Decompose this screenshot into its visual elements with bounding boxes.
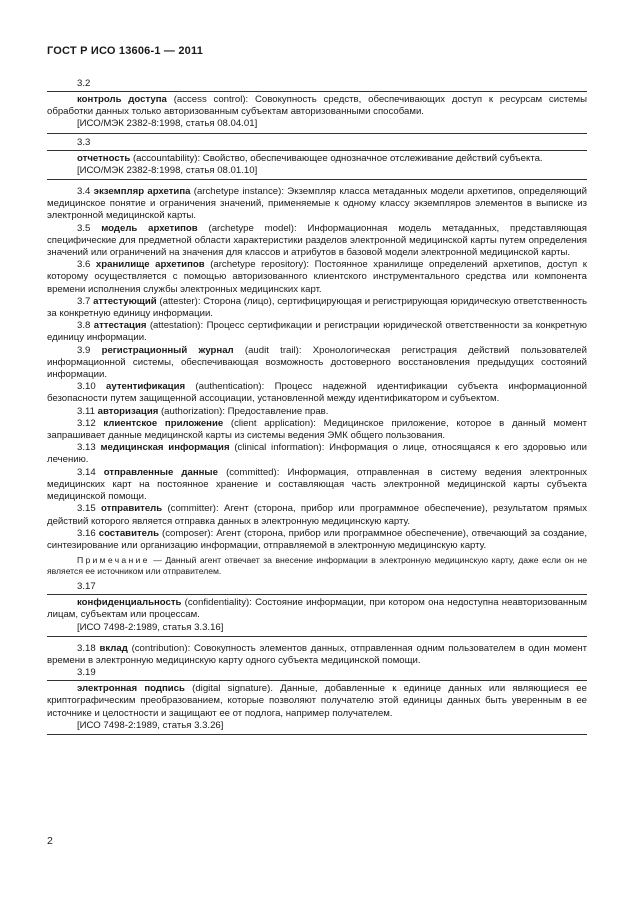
definition: : Информационная модель метаданных, представляющая специфические для предметной области характеристики разделов электронной медицинской карты путем определения значений или ограничений на значения для классов и атрибутов в базовой модели электронной медицинской карты. [47, 222, 588, 259]
document-header: ГОСТ Р ИСО 13606-1 — 2011 [47, 45, 204, 57]
definition: : Агент (сторона, прибор или программное обеспечение), отвечающий за создание, синтезирование или организацию информации, отправляемой в электронную медицинскую карту. [47, 527, 587, 551]
note [47, 555, 587, 577]
note-text: — Данный агент отвечает за внесение информации в электронную медицинскую карту, даже если он не является ее источником или отправителем. [47, 555, 587, 577]
term-english: (authorization) [160, 405, 223, 417]
definition: : Процесс сертификации и регистрации юридической ответственности за конкретную единицу информации. [47, 320, 587, 344]
definition-box [47, 680, 587, 735]
entry-number: 3.7 [77, 295, 91, 307]
entry-number: 3.14 [77, 466, 96, 478]
definition-3-12 [47, 418, 587, 442]
source-reference: [ИСО/МЭК 2382-8:1998, статья 08.04.01] [77, 118, 258, 130]
definition: : Свойство, обеспечивающее однозначное отслеживание действий субъекта. [197, 152, 543, 164]
definition-3-11 [47, 406, 587, 418]
term: отчетность [77, 152, 131, 164]
term-english: (composer) [162, 527, 211, 539]
source-reference: [ИСО 7498-2:1989, статья 3.3.16] [77, 621, 224, 633]
entry-number: 3.11 [77, 405, 95, 417]
definition: : Медицинское приложение, которое в данный момент запрашивает данные медицинской карты из системы ведения ЭМК общего пользования. [47, 417, 587, 442]
definition: : Информация о лице, относящаяся к его здоровью или лечению. [47, 442, 587, 466]
definition-text [47, 153, 587, 165]
term: модель архетипов [101, 222, 198, 234]
source-reference: [ИСО 7498-2:1989, статья 3.3.26] [77, 719, 224, 731]
term-english: (archetype instance) [193, 186, 282, 198]
term-english: (clinical information) [234, 442, 322, 454]
term-english: (authentication) [195, 381, 262, 393]
entry-number: 3.17 [77, 581, 96, 593]
definition: : Экземпляр класса метаданных модели архетипов, определяющий медицинское понятие и ограничения значений, применяемые к одному классу экземпляров элементов в выписке из электронной медицинской карты. [47, 186, 588, 222]
term-english: (audit trail) [244, 344, 299, 356]
definition: : Информация, отправленная в систему ведения электронных медицинских карт на постоянное хранение и составляющая часть электронной медицинской карты субъекта медицинской помощи. [47, 466, 588, 503]
term: клиентское приложение [103, 417, 224, 429]
definition: : Совокупность элементов данных, отправленная одним пользователем в один момент времени в электронную медицинскую карту одного субъекта медицинской помощи. [47, 642, 588, 666]
definition-3-13 [47, 442, 587, 466]
term-english: (archetype model) [208, 222, 294, 234]
entry-number: 3.18 [77, 642, 96, 654]
definition: : Предоставление прав. [222, 405, 329, 417]
term: электронная подпись [77, 683, 185, 695]
entry-number: 3.4 [77, 186, 91, 198]
term: отправленные данные [103, 466, 218, 478]
document-body [47, 78, 587, 738]
definition-3-7 [47, 296, 587, 320]
entry-number: 3.3 [77, 136, 91, 148]
definition-box [47, 150, 587, 180]
definition-3-4 [47, 186, 587, 223]
definition-text [47, 94, 587, 118]
definition-3-16 [47, 528, 587, 552]
term: экземпляр архетипа [93, 186, 191, 198]
term: хранилище архетипов [95, 259, 205, 271]
definition: : Хронологическая регистрация действий пользователей информационной системы, обеспечивающая возможность достоверного восстановления предыдущих состояний информации. [47, 344, 587, 381]
definition-3-9 [47, 345, 587, 382]
definition-box [47, 594, 587, 637]
entry-number: 3.6 [77, 259, 91, 271]
term: отправитель [101, 503, 163, 515]
source-reference: [ИСО/МЭК 2382-8:1998, статья 08.01.10] [77, 164, 258, 176]
term: контроль доступа [77, 94, 167, 105]
term-english: (access control) [173, 94, 246, 105]
term-english: (digital signature) [192, 683, 271, 695]
term: составитель [98, 527, 159, 539]
definition: . Данные, добавленные к единице данных или являющиеся ее криптографическим преобразованием, которые позволяют получателю этой единицы данных быть уверенным в ее источнике и целостности и защищают ее от подлога, например получателем. [47, 683, 587, 719]
definition-3-5 [47, 223, 587, 260]
term-english: (accountability) [132, 152, 198, 164]
page-number: 2 [47, 835, 53, 847]
term: аттестация [93, 320, 147, 332]
term-english: (client application) [230, 417, 314, 429]
term-english: (attestation) [149, 320, 201, 332]
definition: : Совокупность средств, обеспечивающих доступ к ресурсам системы обработки данных только авторизованным субъектам авторизованными способами. [47, 94, 588, 118]
definition-3-10 [47, 381, 587, 405]
term: аутентификация [106, 381, 186, 393]
definition-text [47, 683, 587, 720]
entry-number: 3.10 [77, 381, 96, 393]
definition-3-8 [47, 320, 587, 344]
entry-number: 3.19 [77, 667, 96, 679]
term: вклад [99, 642, 128, 654]
definition: : Сторона (лицо), сертифицирующая и регистрирующая юридическую ответственность за конкретную единицу информации. [47, 295, 587, 320]
definition-3-15 [47, 503, 587, 527]
entry-number: 3.2 [77, 78, 91, 89]
definition-3-14 [47, 467, 587, 504]
term: медицинская информация [100, 442, 230, 454]
entry-number: 3.16 [77, 527, 96, 539]
term-english: (committer) [167, 503, 216, 515]
entry-number: 3.15 [77, 503, 96, 515]
entry-number: 3.8 [77, 320, 91, 332]
term-english: (committed) [226, 466, 277, 478]
definition: : Агент (сторона, прибор или программное обеспечение), результатом прямых действий которого является отправка данных в электронную медицинскую карту. [47, 503, 588, 527]
term-english: (confidentiality) [184, 597, 250, 609]
term: регистрационный журнал [101, 344, 234, 356]
entry-number: 3.12 [77, 417, 96, 429]
term: аттестующий [93, 295, 157, 307]
term-english: (attester) [159, 295, 198, 307]
entry-number: 3.9 [77, 344, 91, 356]
term: авторизация [97, 405, 159, 417]
definition-3-6 [47, 259, 587, 296]
term-english: (archetype repository) [210, 259, 307, 271]
note-label: Примечание [77, 555, 150, 566]
definition-3-18 [47, 643, 587, 667]
term-english: (contribution) [131, 642, 188, 654]
definition: : Постоянное хранилище определений архетипов, доступ к которому осуществляется с помощью авторизованного клиентского инструментального средства или компонента времени исполнения службы электронных медицинских карт. [47, 259, 588, 295]
entry-number: 3.5 [77, 222, 91, 234]
term: конфиденциальность [77, 597, 182, 609]
definition-text [47, 597, 587, 621]
definition: : Процесс надежной идентификации субъекта информационной безопасности путем защищенной ассоциации, установленной между идентификатором и субъектом. [47, 381, 587, 405]
definition: : Состояние информации, при котором она недоступна неавторизованным лицам, субъектам или процессам. [47, 597, 587, 621]
definition-box [47, 91, 587, 134]
entry-number: 3.13 [77, 442, 96, 454]
